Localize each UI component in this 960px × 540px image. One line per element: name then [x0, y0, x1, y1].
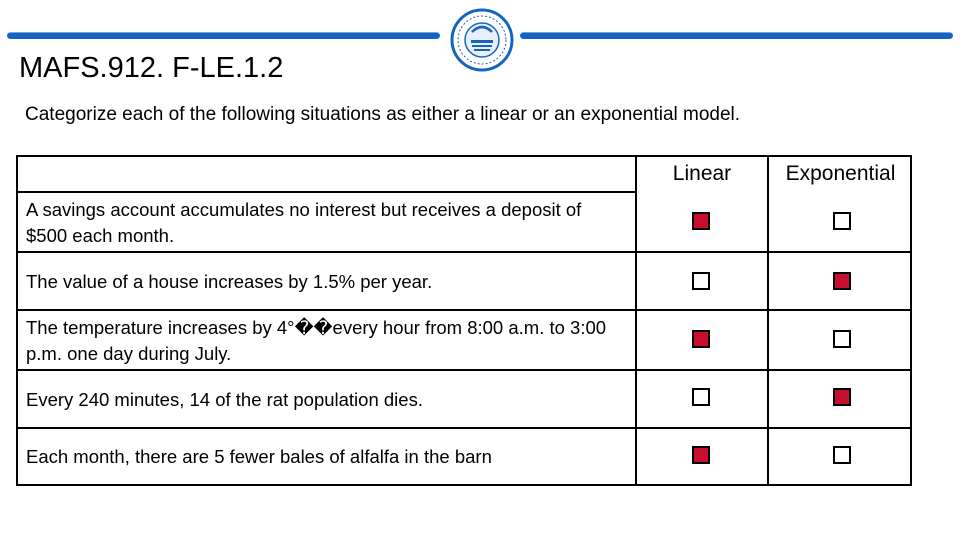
- header-divider: [18, 191, 635, 193]
- exponential-checkbox[interactable]: [833, 330, 851, 348]
- situation-text: The value of a house increases by 1.5% per year.: [26, 271, 433, 292]
- exponential-checkbox[interactable]: [833, 446, 851, 464]
- linear-checkbox[interactable]: [692, 388, 710, 406]
- linear-checkbox[interactable]: [692, 212, 710, 230]
- exponential-checkbox[interactable]: [833, 272, 851, 290]
- exponential-checkbox[interactable]: [833, 212, 851, 230]
- exponential-checkbox[interactable]: [833, 388, 851, 406]
- situation-text: A savings account accumulates no interest but receives a deposit of $500 each month.: [26, 199, 582, 246]
- column-divider: [767, 157, 769, 484]
- column-divider: [635, 157, 637, 484]
- linear-checkbox[interactable]: [692, 446, 710, 464]
- instruction-text: Categorize each of the following situations as either a linear or an exponential model.: [25, 104, 741, 125]
- row-divider: [18, 251, 910, 253]
- linear-checkbox[interactable]: [692, 272, 710, 290]
- column-header-exponential: Exponential: [785, 162, 896, 185]
- header-rule-right: [520, 32, 953, 39]
- situation-text: Every 240 minutes, 14 of the rat population dies.: [26, 389, 423, 410]
- row-divider: [18, 309, 910, 311]
- page-title: MAFS.912. F-LE.1.2: [19, 52, 284, 84]
- header-rule-left: [7, 32, 440, 39]
- situation-text: The temperature increases by 4°��every hour from 8:00 a.m. to 3:00 p.m. one day during July.: [26, 317, 607, 364]
- row-divider: [18, 427, 910, 429]
- classification-table: [16, 155, 912, 486]
- situation-text: Each month, there are 5 fewer bales of alfalfa in the barn: [26, 446, 492, 467]
- column-header-linear: Linear: [672, 162, 732, 185]
- row-divider: [18, 369, 910, 371]
- school-district-seal-icon: [450, 8, 514, 72]
- linear-checkbox[interactable]: [692, 330, 710, 348]
